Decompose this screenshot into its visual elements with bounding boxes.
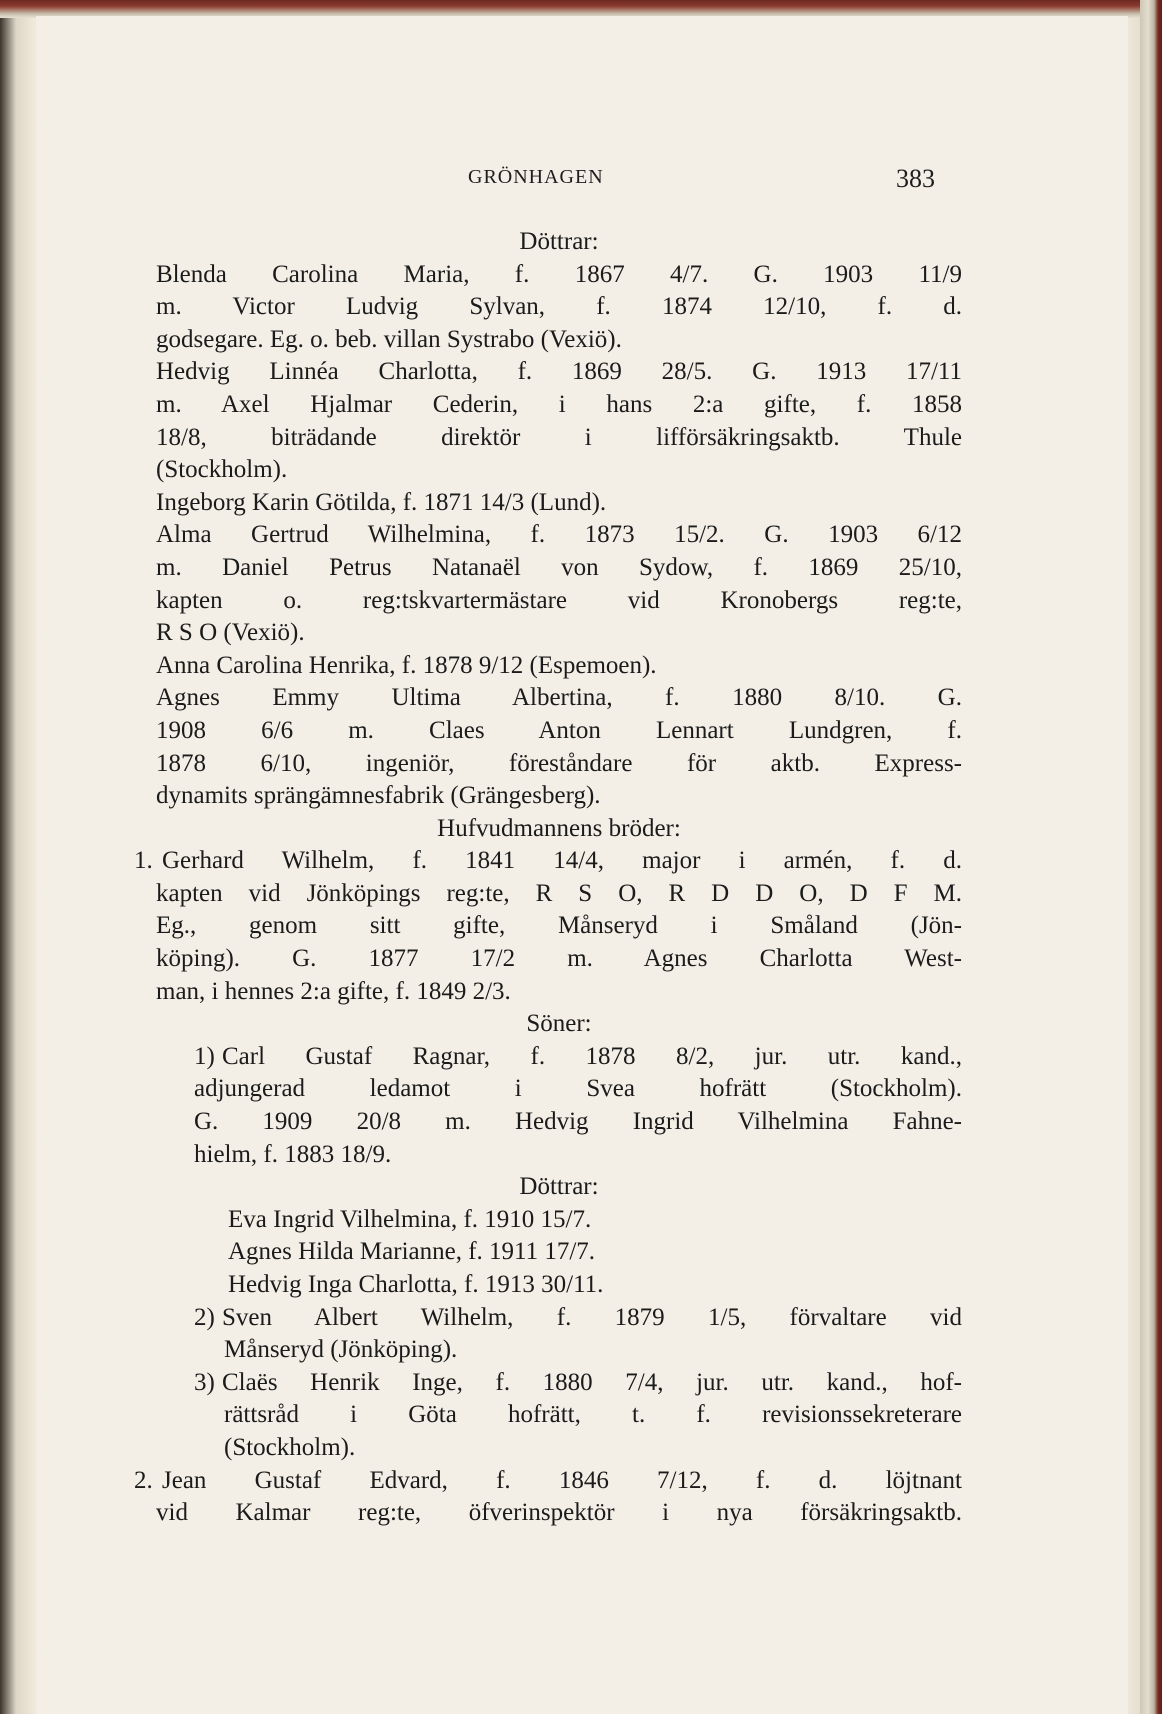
text-line: kapten vid Jönköpings reg:te, R S O, R D D O, D F M. <box>156 879 962 907</box>
text-line: Claës Henrik Inge, f. 1880 7/4, jur. utr. kand., hof- <box>222 1368 962 1396</box>
numbered-line <box>134 1465 962 1498</box>
book-fore-edge <box>1140 0 1162 1714</box>
text-line: man, i hennes 2:a gifte, f. 1849 2/3. <box>156 977 511 1005</box>
text-line: (Stockholm). <box>156 456 288 484</box>
list-marker: 1. <box>134 847 153 875</box>
text-line: Eg., genom sitt gifte, Månseryd i Småland (Jön- <box>156 912 962 940</box>
text-line: adjungerad ledamot i Svea hofrätt (Stockholm). <box>194 1075 962 1103</box>
text-line: Sven Albert Wilhelm, f. 1879 1/5, förvaltare vid <box>222 1303 962 1331</box>
list-marker: 2. <box>134 1466 153 1494</box>
text-line: Carl Gustaf Ragnar, f. 1878 8/2, jur. utr. kand., <box>222 1042 962 1070</box>
text-line: hielm, f. 1883 18/9. <box>194 1140 392 1168</box>
text-line: dynamits sprängämnesfabrik (Grängesberg). <box>156 782 601 810</box>
numbered-line <box>156 1367 962 1400</box>
text-line: (Stockholm). <box>224 1433 356 1461</box>
list-marker: 2) <box>194 1303 215 1331</box>
section-heading: Söner: <box>526 1010 592 1038</box>
section-heading: Döttrar: <box>519 1173 599 1201</box>
text-line: 1878 6/10, ingeniör, föreståndare för aktb. Express- <box>156 749 962 777</box>
page <box>36 16 1128 1714</box>
text-line: Gerhard Wilhelm, f. 1841 14/4, major i armén, f. d. <box>162 847 962 875</box>
page-header <box>36 166 956 196</box>
text-line: kapten o. reg:tskvartermästare vid Kronobergs reg:te, <box>156 586 962 614</box>
text-line: Hedvig Inga Charlotta, f. 1913 30/11. <box>228 1271 604 1298</box>
text-line: Alma Gertrud Wilhelmina, f. 1873 15/2. G. 1903 6/12 <box>156 521 962 549</box>
list-marker: 3) <box>194 1368 215 1396</box>
numbered-line <box>156 1302 962 1335</box>
text-line: vid Kalmar reg:te, öfverinspektör i nya försäkringsaktb. <box>156 1499 962 1527</box>
text-line: Jean Gustaf Edvard, f. 1846 7/12, f. d. löjtnant <box>162 1466 962 1494</box>
text-line: Hedvig Linnéa Charlotta, f. 1869 28/5. G. 1913 17/11 <box>156 358 962 386</box>
text-line: R S O (Vexiö). <box>156 619 305 647</box>
text-line: Ingeborg Karin Götilda, f. 1871 14/3 (Lund). <box>156 488 607 516</box>
text-line: 18/8, biträdande direktör i lifförsäkringsaktb. Thule <box>156 423 962 451</box>
numbered-line <box>134 845 962 878</box>
page-number: 383 <box>896 164 935 193</box>
text-line: m. Axel Hjalmar Cederin, i hans 2:a gifte, f. 1858 <box>156 390 962 418</box>
section-heading: Döttrar: <box>519 228 599 255</box>
text-line: Månseryd (Jönköping). <box>224 1336 458 1364</box>
text-line: godsegare. Eg. o. beb. villan Systrabo (Vexiö). <box>156 325 622 353</box>
list-marker: 1) <box>194 1042 215 1070</box>
text-line: 1908 6/6 m. Claes Anton Lennart Lundgren, f. <box>156 716 962 744</box>
running-head: GRÖNHAGEN <box>468 166 604 188</box>
text-line: Blenda Carolina Maria, f. 1867 4/7. G. 1903 11/9 <box>156 260 962 288</box>
text-line: G. 1909 20/8 m. Hedvig Ingrid Vilhelmina Fahne- <box>194 1108 962 1136</box>
text-line: m. Daniel Petrus Natanaël von Sydow, f. 1869 25/10, <box>156 553 962 581</box>
body-text <box>134 226 962 1530</box>
text-line: Agnes Hilda Marianne, f. 1911 17/7. <box>228 1238 596 1266</box>
text-line: Agnes Emmy Ultima Albertina, f. 1880 8/10. G. <box>156 684 962 712</box>
text-line: köping). G. 1877 17/2 m. Agnes Charlotta West- <box>156 945 962 973</box>
text-line: rättsråd i Göta hofrätt, t. f. revisionssekreterare <box>224 1401 962 1429</box>
text-line: Eva Ingrid Vilhelmina, f. 1910 15/7. <box>228 1205 592 1233</box>
text-line: Anna Carolina Henrika, f. 1878 9/12 (Espemoen). <box>156 651 657 679</box>
text-line: m. Victor Ludvig Sylvan, f. 1874 12/10, f. d. <box>156 293 962 321</box>
numbered-line <box>156 1041 962 1074</box>
section-heading: Hufvudmannens bröder: <box>437 814 681 842</box>
